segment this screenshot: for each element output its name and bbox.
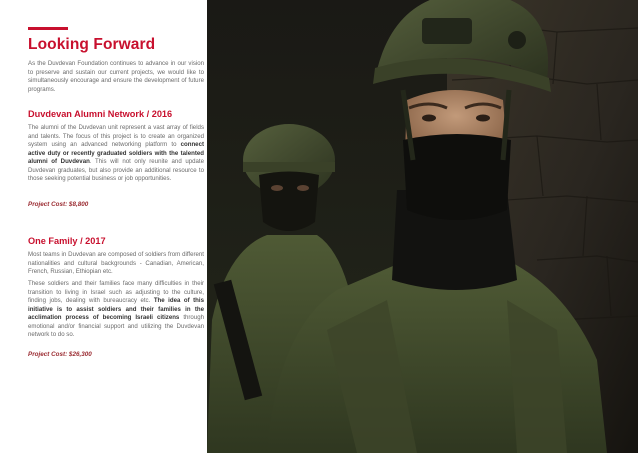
one-family-paragraph-1: Most teams in Duvdevan are composed of soldiers from different nationalities and cultural backgrounds - Canadian, American, French, Russian, Ethiopian etc. <box>28 251 204 276</box>
title-accent-bar <box>28 27 68 30</box>
soldiers-photo <box>207 0 638 453</box>
soldiers-photo-illustration <box>207 0 638 453</box>
section-heading-alumni-network: Duvdevan Alumni Network / 2016 <box>28 109 173 119</box>
intro-paragraph: As the Duvdevan Foundation continues to advance in our vision to preserve and sustain our current projects, we would like to simultaneously encourage and ensure the development of future programs. <box>28 60 204 93</box>
page-title: Looking Forward <box>28 36 156 53</box>
alumni-network-paragraph: The alumni of the Duvdevan unit represent a vast array of fields and talents. The focus of this project is to create an organized system using an advanced networking platform to connect active duty or recently graduated soldiers with the talented alumni of Duvdevan. This will not only reunite and update Duvdevan graduates, but also provide an additional resource to those seeking potential business or job opportunities. <box>28 124 204 183</box>
alumni-network-cost: Project Cost: $8,800 <box>28 201 89 208</box>
one-family-paragraph-2: These soldiers and their families face many difficulties in their transition to living in Israel such as adjusting to the culture, finding jobs, dealing with bureaucracy etc. The idea of this initiative is to assist soldiers and their families in the acclimation process of becoming Israeli citizens through emotional and/or financial support and utilizing the Duvdevan network to do so. <box>28 280 204 339</box>
section-heading-one-family: One Family / 2017 <box>28 236 106 246</box>
one-family-cost: Project Cost: $26,300 <box>28 351 92 358</box>
